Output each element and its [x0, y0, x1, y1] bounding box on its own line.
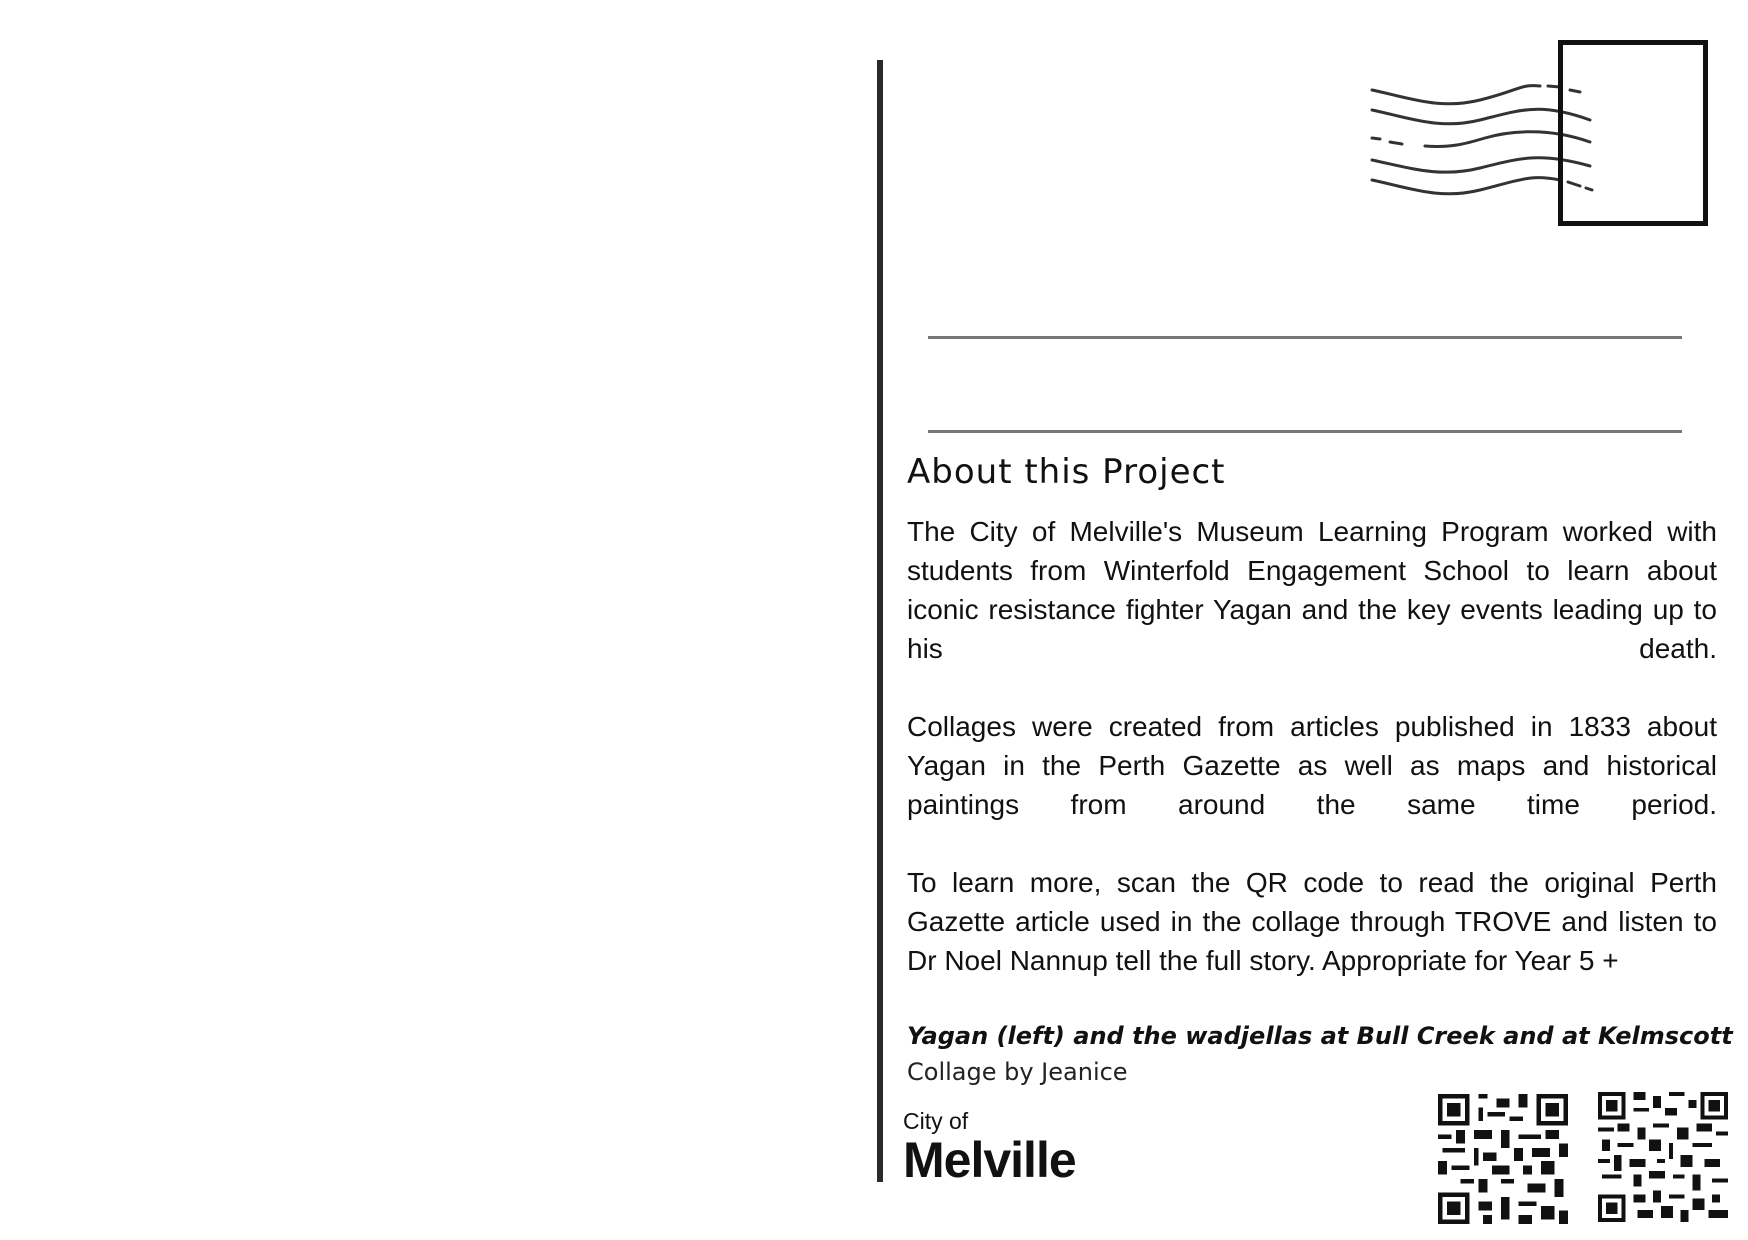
- paragraph-2: Collages were created from articles published in 1833 about Yagan in the Perth Gazette as well as maps and historical paintings from around the same time period.: [907, 711, 1717, 820]
- stamp-placeholder-icon: [1558, 40, 1708, 226]
- address-line-1: [928, 336, 1682, 339]
- paragraph-1: The City of Melville's Museum Learning Program worked with students from Winterfold Engagement School to learn about iconic resistance fighter Yagan and the key events leading up to his death.: [907, 516, 1717, 664]
- logo-line-2: Melville: [903, 1132, 1076, 1188]
- qr-code-icon[interactable]: [1438, 1094, 1568, 1224]
- collage-credit: Collage by Jeanice: [907, 1058, 1128, 1086]
- address-line-2: [928, 430, 1682, 433]
- city-of-melville-logo: [903, 1108, 1076, 1186]
- qr-code-icon[interactable]: [1598, 1092, 1728, 1222]
- project-description: [907, 512, 1717, 1019]
- postcard-divider: [877, 60, 883, 1182]
- collage-caption: Yagan (left) and the wadjellas at Bull Creek and at Kelmscott: [907, 1022, 1733, 1050]
- paragraph-3: To learn more, scan the QR code to read the original Perth Gazette article used in the collage through TROVE and listen to Dr Noel Nannup tell the full story. Appropriate for Year 5 +: [907, 867, 1717, 976]
- section-heading: About this Project: [907, 452, 1226, 492]
- logo-line-1: City of: [903, 1108, 969, 1134]
